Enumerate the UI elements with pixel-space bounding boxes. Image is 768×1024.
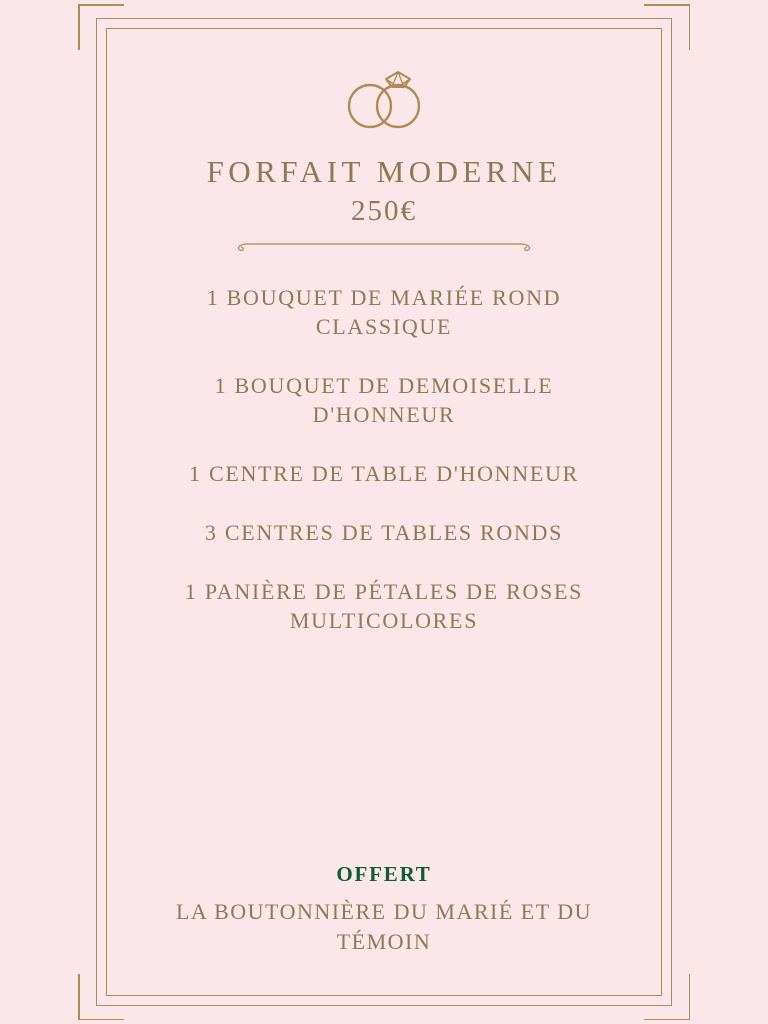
offert-badge: OFFERT	[336, 862, 432, 887]
list-item: 1 BOUQUET DE MARIÉE ROND CLASSIQUE	[206, 285, 562, 340]
ornamental-divider-icon	[226, 238, 542, 261]
package-price: 250€	[351, 195, 417, 228]
package-items-list	[120, 283, 648, 635]
wedding-rings-icon	[330, 70, 438, 137]
corner-ornament-bottom-right	[644, 974, 690, 1020]
corner-ornament-top-right	[644, 4, 690, 50]
page-title: FORFAIT MODERNE	[206, 154, 562, 189]
offert-description: LA BOUTONNIÈRE DU MARIÉ ET DU TÉMOIN	[175, 899, 593, 954]
list-item: 1 CENTRE DE TABLE D'HONNEUR	[189, 461, 579, 487]
list-item: 3 CENTRES DE TABLES RONDS	[204, 520, 564, 546]
list-item: 1 BOUQUET DE DEMOISELLE D'HONNEUR	[214, 373, 554, 428]
list-item: 1 PANIÈRE DE PÉTALES DE ROSES MULTICOLORES	[184, 579, 584, 634]
card-content	[120, 42, 648, 982]
corner-ornament-bottom-left	[78, 974, 124, 1020]
card-footer	[0, 862, 768, 956]
corner-ornament-top-left	[78, 4, 124, 50]
